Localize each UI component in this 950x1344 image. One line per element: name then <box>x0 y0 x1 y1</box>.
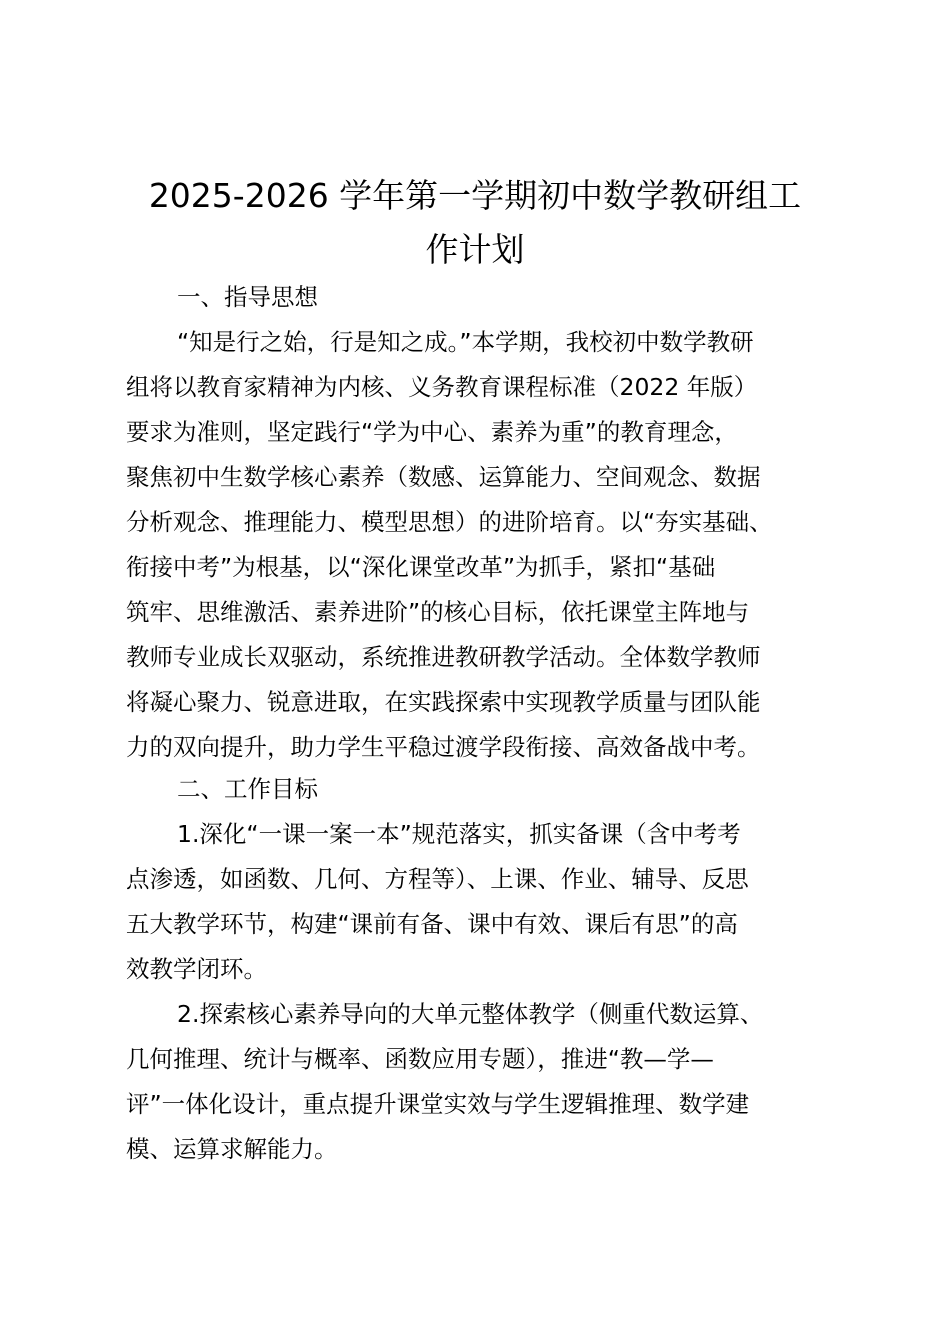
list-item-line: 效教学闭环。 <box>126 955 267 983</box>
paragraph-line: 要求为准则，坚定践行“学为中心、素养为重”的教育理念， <box>126 418 738 446</box>
document-title-line-1: 2025-2026 学年第一学期初中数学教研组工 <box>148 176 802 215</box>
paragraph-line: 教师专业成长双驱动，系统推进教研教学活动。全体数学教师 <box>126 643 761 671</box>
section-heading-work-goals: 二、工作目标 <box>177 775 318 803</box>
section-heading-guiding-ideology: 一、指导思想 <box>177 283 318 311</box>
list-item-line: 五大教学环节，构建“课前有备、课中有效、课后有思”的高 <box>126 910 738 938</box>
list-item-line: 点渗透，如函数、几何、方程等）、上课、作业、辅导、反思 <box>126 865 749 893</box>
list-item-line: 模、运算求解能力。 <box>126 1135 338 1163</box>
list-item-line: 2.探索核心素养导向的大单元整体教学（侧重代数运算、 <box>177 1000 764 1028</box>
paragraph-line: 力的双向提升，助力学生平稳过渡学段衔接、高效备战中考。 <box>126 733 761 761</box>
list-item-line: 1.深化“一课一案一本”规范落实，抓实备课（含中考考 <box>177 820 741 848</box>
paragraph-line: 衔接中考”为根基，以“深化课堂改革”为抓手，紧扣“基础 <box>126 553 716 581</box>
paragraph-line: 将凝心聚力、锐意进取，在实践探索中实现教学质量与团队能 <box>126 688 761 716</box>
document-title-line-2: 作计划 <box>425 230 525 269</box>
paragraph-line: 聚焦初中生数学核心素养（数感、运算能力、空间观念、数据 <box>126 463 761 491</box>
list-item-line: 几何推理、统计与概率、函数应用专题），推进“教—学— <box>126 1045 714 1073</box>
paragraph-line: 筑牢、思维激活、素养进阶”的核心目标，依托课堂主阵地与 <box>126 598 750 626</box>
list-item-line: 评”一体化设计，重点提升课堂实效与学生逻辑推理、数学建 <box>126 1090 750 1118</box>
paragraph-line: “知是行之始，行是知之成。”本学期，我校初中数学教研 <box>177 328 754 356</box>
paragraph-line: 组将以教育家精神为内核、义务教育课程标准（2022 年版） <box>126 373 758 401</box>
paragraph-line: 分析观念、推理能力、模型思想）的进阶培育。以“夯实基础、 <box>126 508 773 536</box>
